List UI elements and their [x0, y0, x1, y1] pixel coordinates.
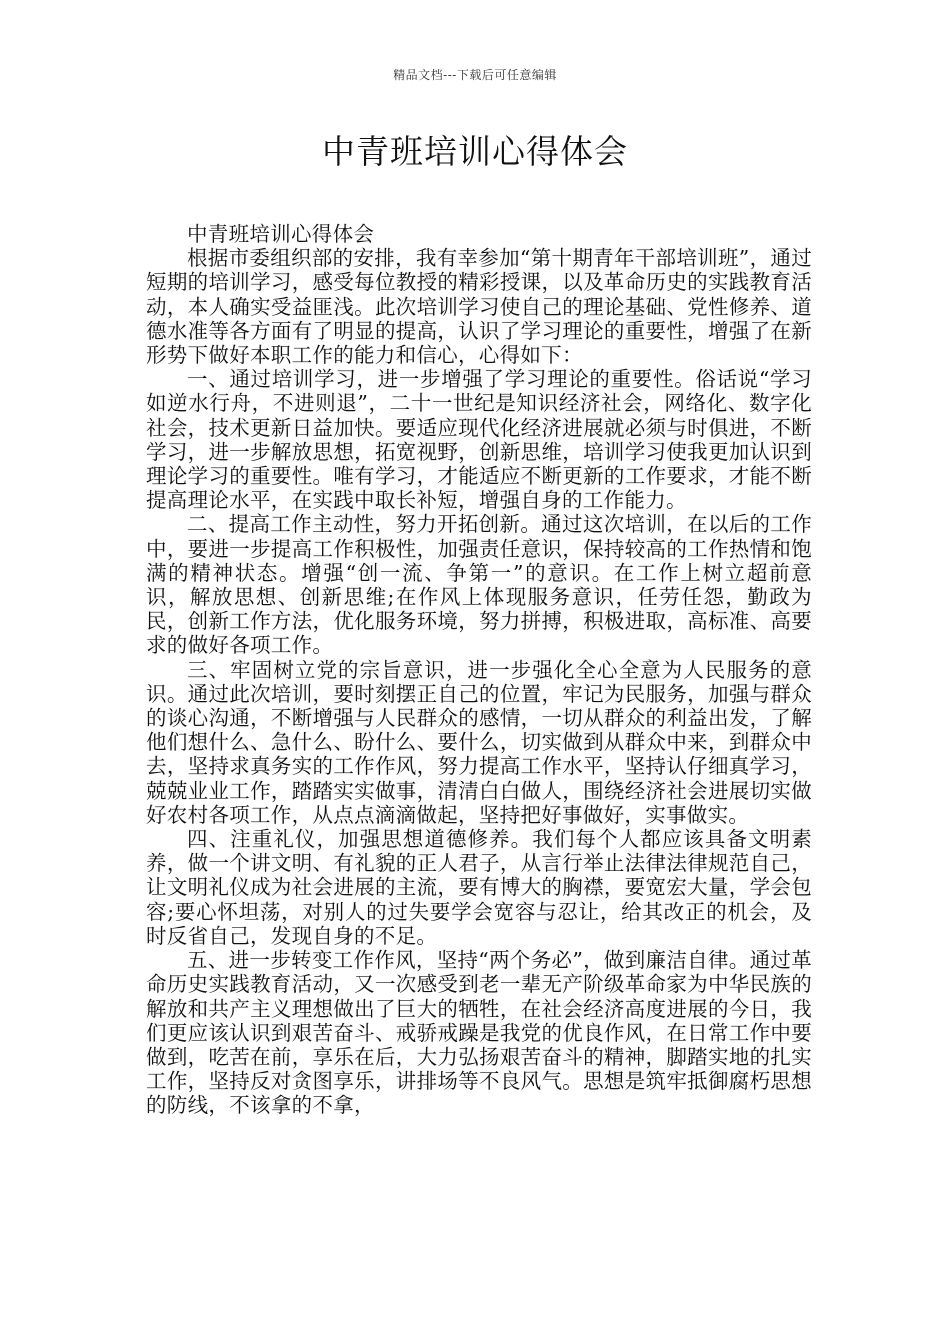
header-note: 精品文档---下载后可任意编辑	[393, 68, 557, 82]
section-two-paragraph: 二、提高工作主动性，努力开拓创新。通过这次培训，在以后的工作中，要进一步提高工作积极性，加强责任意识，保持较高的工作热情和饱满的精神状态。增强“创一流、争第一”的意识。在工作上树立超前意识，解放思想、创新思维;在作风上体现服务意识，任劳任怨，勤政为民，创新工作方法，优化服务环境，努力拼搏，积极进取，高标准、高要求的做好各项工作。	[146, 512, 812, 658]
subtitle-paragraph: 中青班培训心得体会	[187, 222, 375, 246]
intro-paragraph: 根据市委组织部的安排，我有幸参加“第十期青年干部培训班”，通过短期的培训学习，感受每位教授的精彩授课，以及革命历史的实践教育活动，本人确实受益匪浅。此次培训学习使自己的理论基础、党性修养、道德水准等各方面有了明显的提高，认识了学习理论的重要性，增强了在新形势下做好本职工作的能力和信心，心得如下：	[146, 246, 812, 368]
section-three-paragraph: 三、牢固树立党的宗旨意识，进一步强化全心全意为人民服务的意识。通过此次培训，要时刻摆正自己的位置，牢记为民服务，加强与群众的谈心沟通，不断增强与人民群众的感情，一切从群众的利益出发，了解他们想什么、急什么、盼什么、要什么，切实做到从群众中来，到群众中去，坚持求真务实的工作作风，努力提高工作水平，坚持认仔细真学习，兢兢业业工作，踏踏实实做事，清清白白做人，围绕经济社会进展切实做好农村各项工作，从点点滴滴做起，坚持把好事做好，实事做实。	[146, 657, 812, 827]
section-four-paragraph: 四、注重礼仪，加强思想道德修养。我们每个人都应该具备文明素养，做一个讲文明、有礼貌的正人君子，从言行举止法律法律规范自己，让文明礼仪成为社会进展的主流，要有博大的胸襟，要宽宏大量，学会包容;要心怀坦荡，对别人的过失要学会宽容与忍让，给其改正的机会，及时反省自己，发现自身的不足。	[146, 827, 812, 948]
section-one-paragraph: 一、通过培训学习，进一步增强了学习理论的重要性。俗话说“学习如逆水行舟，不进则退”，二十一世纪是知识经济社会，网络化、数字化社会，技术更新日益加快。要适应现代化经济进展就必须与时俱进，不断学习，进一步解放思想，拓宽视野，创新思维，培训学习使我更加认识到理论学习的重要性。唯有学习，才能适应不断更新的工作要求，才能不断提高理论水平，在实践中取长补短，增强自身的工作能力。	[146, 367, 812, 513]
section-five-paragraph: 五、进一步转变工作作风，坚持“两个务必”，做到廉洁自律。通过革命历史实践教育活动，又一次感受到老一辈无产阶级革命家为中华民族的解放和共产主义理想做出了巨大的牺牲，在社会经济高度进展的今日，我们更应该认识到艰苦奋斗、戒骄戒躁是我党的优良作风，在日常工作中要做到，吃苦在前，享乐在后，大力弘扬艰苦奋斗的精神，脚踏实地的扎实工作，坚持反对贪图享乐，讲排场等不良风气。思想是筑牢抵御腐朽思想的防线，不该拿的不拿，	[146, 948, 812, 1118]
document-body	[146, 222, 812, 1118]
document-title: 中青班培训心得体会	[322, 132, 628, 171]
